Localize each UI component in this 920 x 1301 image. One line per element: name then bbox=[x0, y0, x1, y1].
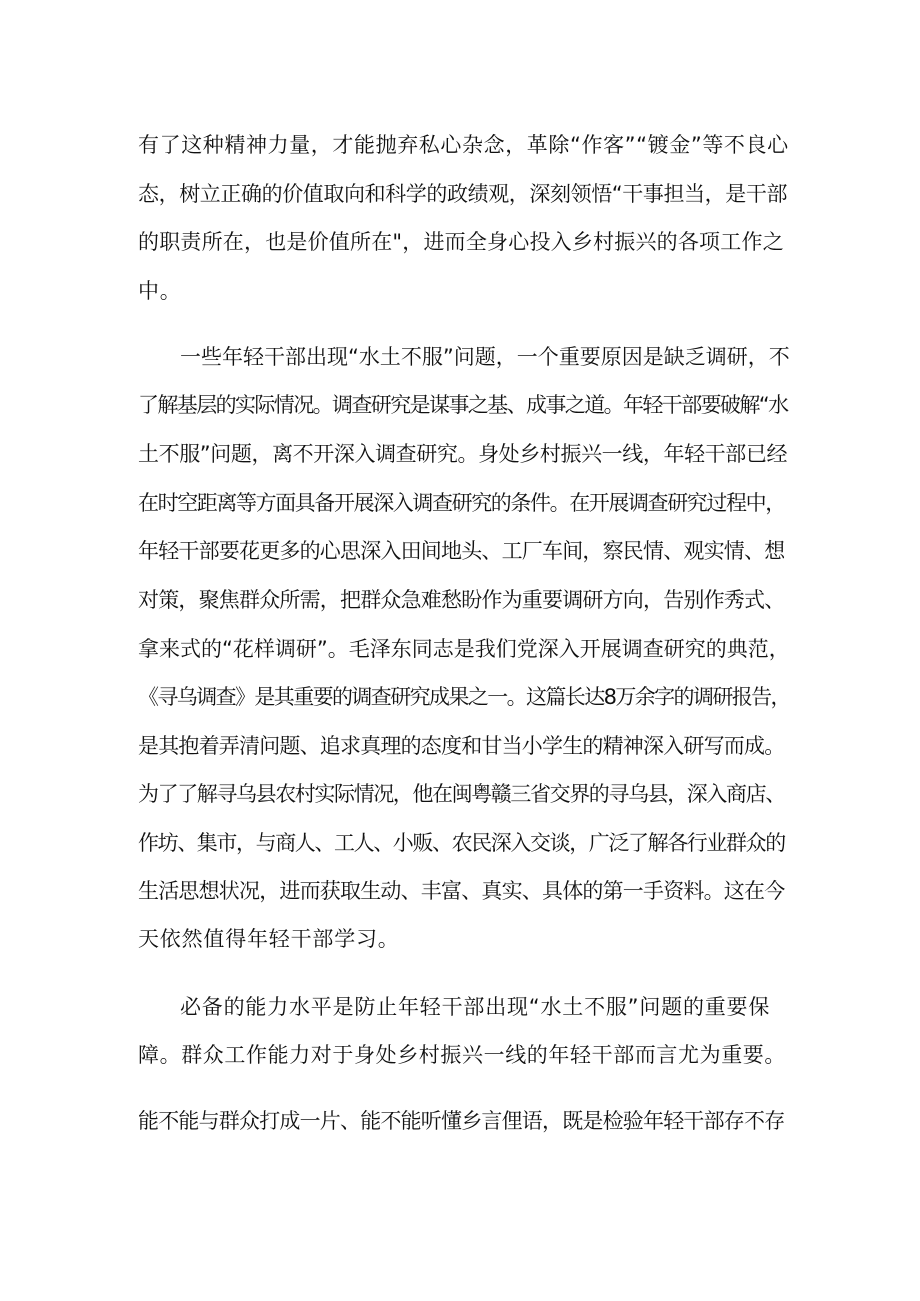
paragraph-1-line-2: 态，树立正确的价值取向和科学的政绩观，深刻领悟“干事担当，是干部 bbox=[138, 182, 788, 206]
paragraph-2-line-2: 了解基层的实际情况。调查研究是谋事之基、成事之道。年轻干部要破解“水 bbox=[138, 393, 788, 417]
paragraph-2-line-4: 在时空距离等方面具备开展深入调查研究的条件。在开展调查研究过程中， bbox=[138, 491, 785, 515]
paragraph-2-line-1: 一些年轻干部出现“水土不服”问题，一个重要原因是缺乏调研，不 bbox=[180, 345, 790, 369]
paragraph-2-line-11: 作坊、集市，与商人、工人、小贩、农民深入交谈，广泛了解各行业群众的 bbox=[138, 831, 785, 855]
paragraph-1-line-1: 有了这种精神力量，才能抛弃私心杂念，革除“作客”“镀金”等不良心 bbox=[138, 133, 789, 157]
paragraph-2-line-12: 生活思想状况，进而获取生动、丰富、真实、具体的第一手资料。这在今 bbox=[138, 879, 785, 903]
paragraph-2-line-13: 天依然值得年轻干部学习。 bbox=[138, 927, 400, 951]
paragraph-2-line-5: 年轻干部要花更多的心思深入田间地头、工厂车间，察民情、观实情、想 bbox=[138, 539, 785, 563]
paragraph-2-line-8: 《寻乌调查》是其重要的调查研究成果之一。这篇长达8万余字的调研报告， bbox=[138, 685, 790, 709]
paragraph-2-line-7: 拿来式的“花样调研”。毛泽东同志是我们党深入开展调查研究的典范， bbox=[138, 637, 790, 661]
paragraph-2-line-9: 是其抱着弄清问题、追求真理的态度和甘当小学生的精神深入研写而成。 bbox=[138, 734, 785, 758]
paragraph-3-line-2: 障。群众工作能力对于身处乡村振兴一线的年轻干部而言尤为重要。 bbox=[138, 1043, 786, 1067]
paragraph-4-line-1: 能不能与群众打成一片、能不能听懂乡言俚语，既是检验年轻干部存不存 bbox=[138, 1109, 785, 1133]
paragraph-2-line-10: 为了了解寻乌县农村实际情况，他在闽粤赣三省交界的寻乌县，深入商店、 bbox=[138, 782, 785, 806]
paragraph-1-line-3: 的职责所在，也是价值所在"，进而全身心投入乡村振兴的各项工作之 bbox=[138, 230, 784, 254]
paragraph-3-line-1: 必备的能力水平是防止年轻干部出现“水土不服”问题的重要保 bbox=[180, 995, 771, 1019]
paragraph-2-line-6: 对策，聚焦群众所需，把群众急难愁盼作为重要调研方向，告别作秀式、 bbox=[138, 588, 785, 612]
paragraph-1-line-4: 中。 bbox=[138, 279, 182, 303]
paragraph-2-line-3: 土不服”问题，离不开深入调查研究。身处乡村振兴一线，年轻干部已经 bbox=[138, 442, 788, 466]
